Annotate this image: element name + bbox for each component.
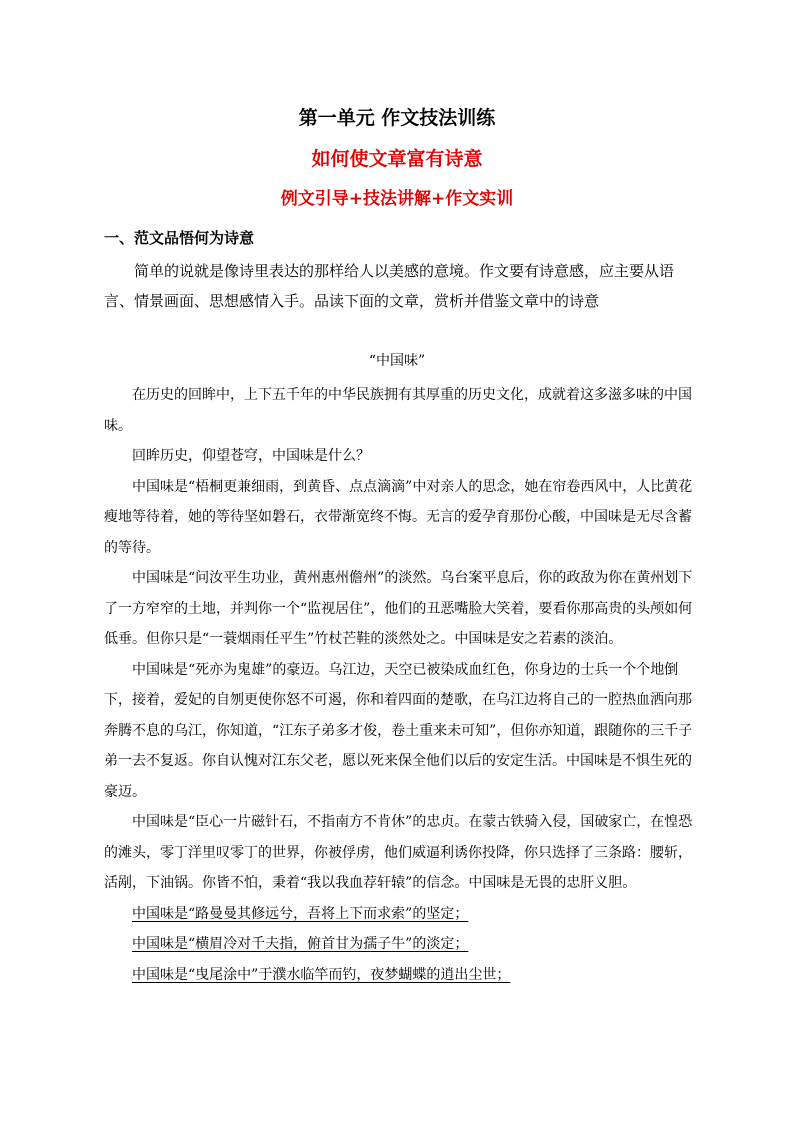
intro-paragraph: 简单的说就是像诗里表达的那样给人以美感的意境。作文要有诗意感，应主要从语言、情景画面、思想感情入手。品读下面的文章，赏析并借鉴文章中的诗意 [104,262,675,310]
essay-paragraph: 回眸历史，仰望苍穹，中国味是什么？ [132,448,370,464]
section-heading: 一、范文品悟何为诗意 [104,229,255,247]
unit-title: 第一单元 作文技法训练 [298,107,496,129]
essay-paragraph: 中国味是“臣心一片磁针石，不指南方不肯休”的忠贞。在蒙古铁骑入侵，国破家亡，在惶恐的滩头，零丁洋里叹零丁的世界，你被俘虏，他们威逼利诱你投降，你只选择了三条路：腰斩，活剐，下油锅。你皆不怕，秉着“我以我血荐轩辕”的信念。中国味是无畏的忠肝义胆。 [104,814,693,891]
essay-title: “中国味” [368,353,426,369]
underlined-text: 中国味是“横眉冷对千夫指，俯首甘为孺子牛”的淡定； [132,936,469,952]
underlined-text: 中国味是“路曼曼其修远兮，吾将上下而求索”的坚定； [132,905,469,922]
essay-underlined-line [104,960,694,991]
essay-body [104,380,694,990]
sub-title: 例文引导+技法讲解+作文实训 [280,189,514,209]
essay-underlined-line [104,899,694,930]
essay-paragraph: 中国味是“死亦为鬼雄”的豪迈。乌江边，天空已被染成血红色，你身边的士兵一个个地倒下，接着，爱妃的自刎更使你怒不可遏，你和着四面的楚歌，在乌江边将自己的一腔热血洒向那奔腾不息的乌江，你知道，“江东子弟多才俊，卷土重来未可知”，但你亦知道，跟随你的三千子弟一去不复返。你自认愧对江东父老，愿以死来保全他们以后的安定生活。中国味是不惧生死的豪迈。 [104,661,693,800]
essay-paragraph: 在历史的回眸中，上下五千年的中华民族拥有其厚重的历史文化，成就着这多滋多味的中国味。 [104,387,692,434]
essay-paragraph: 中国味是“梧桐更兼细雨，到黄昏、点点滴滴”中对亲人的思念，她在帘卷西风中，人比黄花瘦地等待着，她的等待坚如磐石，衣带渐宽终不悔。无言的爱孕育那份心酸，中国味是无尽含蓄的等待。 [104,478,693,556]
main-title: 如何使文章富有诗意 [311,148,483,170]
essay-paragraph: 中国味是“问汝平生功业，黄州惠州儋州”的淡然。乌台案平息后，你的政敌为你在黄州划下了一方窄窄的土地，并判你一个“监视居住”，他们的丑恶嘴脸大笑着，要看你那高贵的头颅如何低垂。但你只是“一蓑烟雨任平生”竹杖芒鞋的淡然处之。中国味是安之若素的淡泊。 [104,570,693,647]
essay-underlined-line [104,929,694,960]
underlined-text: 中国味是“曳尾涂中”于濮水临竿而钓，夜梦蝴蝶的逍出尘世； [132,966,511,983]
